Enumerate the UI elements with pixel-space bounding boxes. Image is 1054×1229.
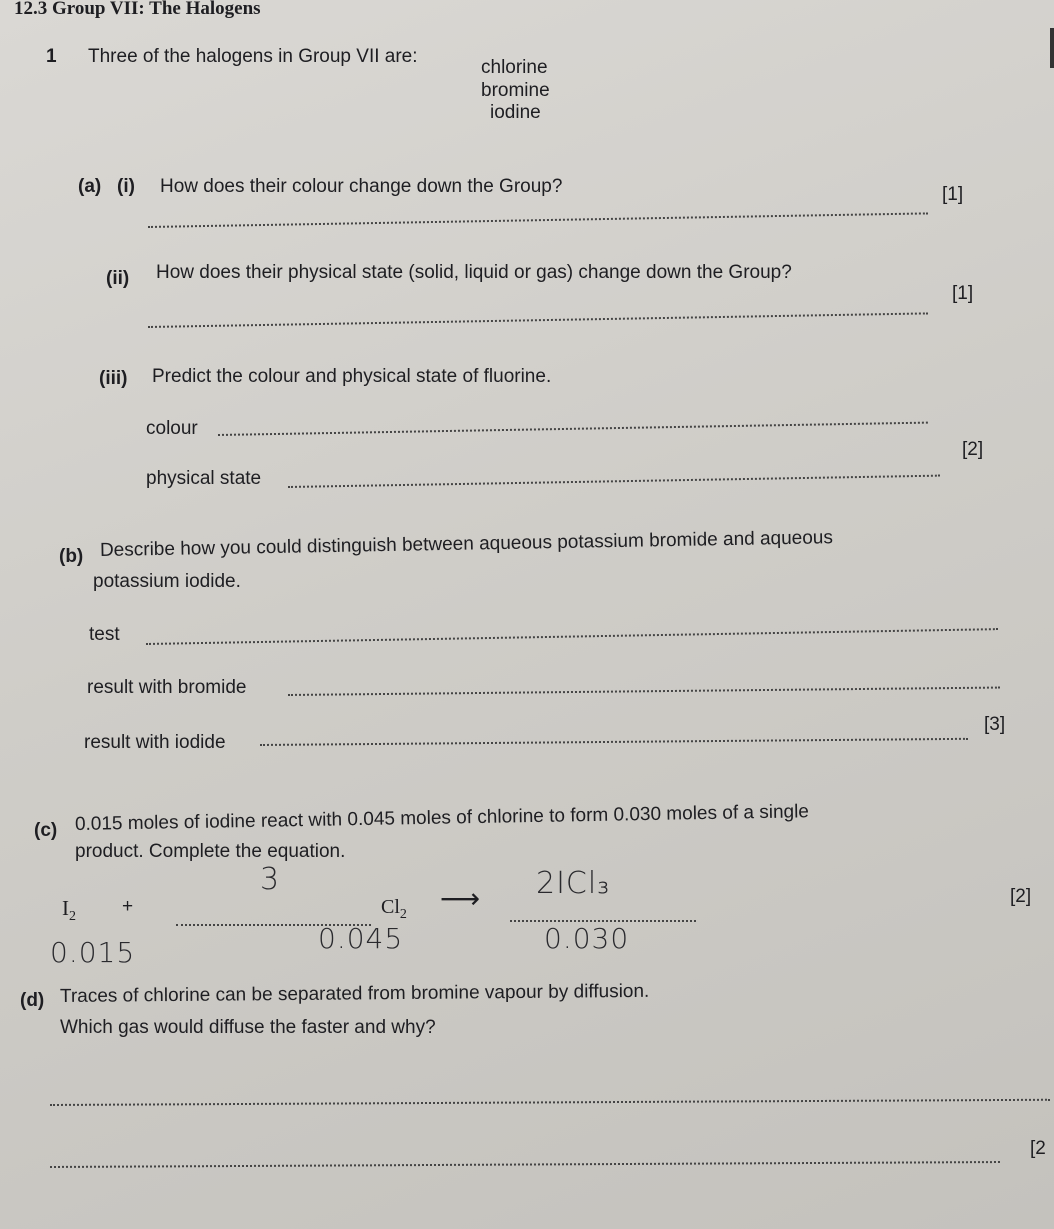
part-c-question-line1: 0.015 moles of iodine react with 0.045 moles of chlorine to form 0.030 moles of a single (74, 801, 810, 835)
reactant-iodine: $I_2$ (62, 896, 76, 925)
marks-a-ii: [1] (952, 283, 974, 304)
part-a-label: (a) (78, 176, 102, 197)
halogen-chlorine: chlorine (481, 57, 548, 78)
part-b-question-line2: potassium iodide. (93, 571, 241, 592)
answer-line-bromide[interactable] (288, 687, 1000, 696)
result-iodide-label: result with iodide (84, 732, 226, 753)
halogen-iodine: iodine (490, 102, 541, 123)
answer-line-test[interactable] (146, 628, 998, 645)
question-intro: Three of the halogens in Group VII are: (88, 46, 418, 67)
marks-a-i: [1] (942, 184, 964, 205)
part-a-ii-label: (ii) (106, 268, 130, 289)
answer-line-d-1[interactable] (50, 1099, 1050, 1106)
answer-line-physical-state[interactable] (288, 475, 940, 488)
marks-a-iii: [2] (962, 439, 984, 460)
handwritten-moles-iodine: 0.015 (50, 936, 136, 969)
question-number: 1 (46, 46, 57, 67)
answer-line-a-ii[interactable] (148, 312, 928, 328)
answer-line-d-2[interactable] (50, 1161, 1000, 1168)
part-b-question-line1: Describe how you could distinguish between aqueous potassium bromide and aqueous (99, 527, 834, 561)
part-c-label: (c) (34, 820, 58, 841)
part-a-i-question: How does their colour change down the Group? (160, 176, 563, 197)
handwritten-coefficient: 3 (260, 862, 281, 897)
part-a-iii-question: Predict the colour and physical state of fluorine. (152, 366, 552, 387)
colour-label: colour (146, 418, 198, 439)
part-c-question-line2: product. Complete the equation. (75, 841, 346, 862)
part-d-question-line2: Which gas would diffuse the faster and why? (60, 1017, 436, 1038)
part-b-label: (b) (59, 546, 84, 567)
plus-sign: + (122, 896, 134, 917)
part-a-iii-label: (iii) (99, 368, 128, 389)
reaction-arrow: ⟶ (440, 883, 481, 914)
answer-line-a-i[interactable] (148, 212, 928, 228)
marks-d: [2 (1030, 1138, 1046, 1159)
handwritten-moles-chlorine: 0.045 (318, 922, 404, 955)
halogen-bromine: bromine (481, 80, 550, 101)
result-bromide-label: result with bromide (87, 677, 247, 698)
physical-state-label: physical state (146, 468, 262, 489)
test-label: test (89, 624, 120, 645)
reactant-chlorine: $Cl_2$ (381, 896, 407, 922)
part-d-question-line1: Traces of chlorine can be separated from bromine vapour by diffusion. (59, 980, 650, 1007)
marks-c: [2] (1010, 886, 1032, 907)
handwritten-moles-product: 0.030 (544, 922, 630, 955)
answer-line-colour[interactable] (218, 422, 928, 436)
part-d-label: (d) (20, 990, 45, 1011)
part-a-i-label: (i) (117, 176, 135, 197)
section-title: 12.3 Group VII: The Halogens (14, 0, 261, 19)
answer-line-iodide[interactable] (260, 738, 968, 746)
handwritten-product: 2ICl₃ (536, 866, 611, 901)
part-a-ii-question: How does their physical state (solid, liquid or gas) change down the Group? (156, 262, 792, 283)
marks-b: [3] (984, 714, 1006, 735)
page-edge-mark (1050, 28, 1054, 68)
